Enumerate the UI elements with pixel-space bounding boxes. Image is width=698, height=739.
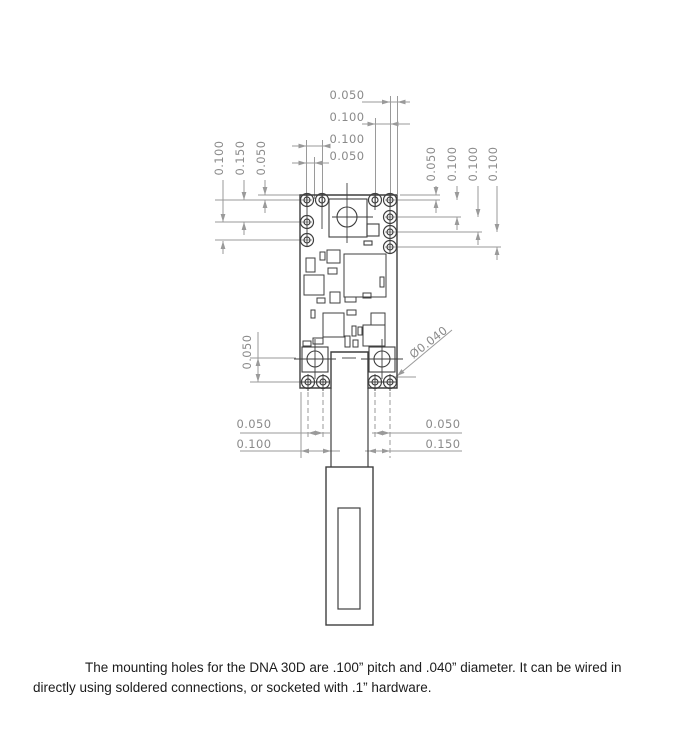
pcb-board: [294, 183, 403, 625]
tactile-switch: [329, 183, 379, 245]
battery-pads: [294, 339, 403, 379]
dimension-labels: [212, 88, 500, 451]
hole-diameter-label: Ø0.040: [406, 323, 451, 362]
connector-slot: [338, 508, 360, 609]
dimension-label: 0.050: [425, 417, 461, 431]
main-ic: [344, 254, 386, 297]
dimension-label: 0.100: [486, 146, 500, 182]
caption: [33, 658, 665, 697]
dimension-label: 0.050: [329, 149, 365, 163]
connector-body: [326, 467, 373, 625]
dimension-label: 0.150: [233, 140, 247, 176]
dimension-label: 0.100: [329, 110, 365, 124]
dimension-label: 0.050: [236, 417, 272, 431]
dimension-label: 0.150: [425, 437, 461, 451]
dimension-label: 0.100: [212, 140, 226, 176]
dimension-label: 0.050: [424, 146, 438, 182]
dimension-label: 0.100: [236, 437, 272, 451]
dimension-label: 0.100: [466, 146, 480, 182]
caption-line-1: The mounting holes for the DNA 30D are .100” pitch and .040” diameter. It can be wired in: [85, 660, 622, 675]
components: [303, 250, 386, 347]
dimension-label: 0.050: [329, 88, 365, 102]
dimension-label: 0.050: [240, 334, 254, 370]
dimension-label: 0.100: [445, 146, 459, 182]
dimension-label: 0.100: [329, 132, 365, 146]
caption-line-2: directly using soldered connections, or socketed with .1” hardware.: [33, 679, 432, 695]
dimension-label: 0.050: [254, 140, 268, 176]
